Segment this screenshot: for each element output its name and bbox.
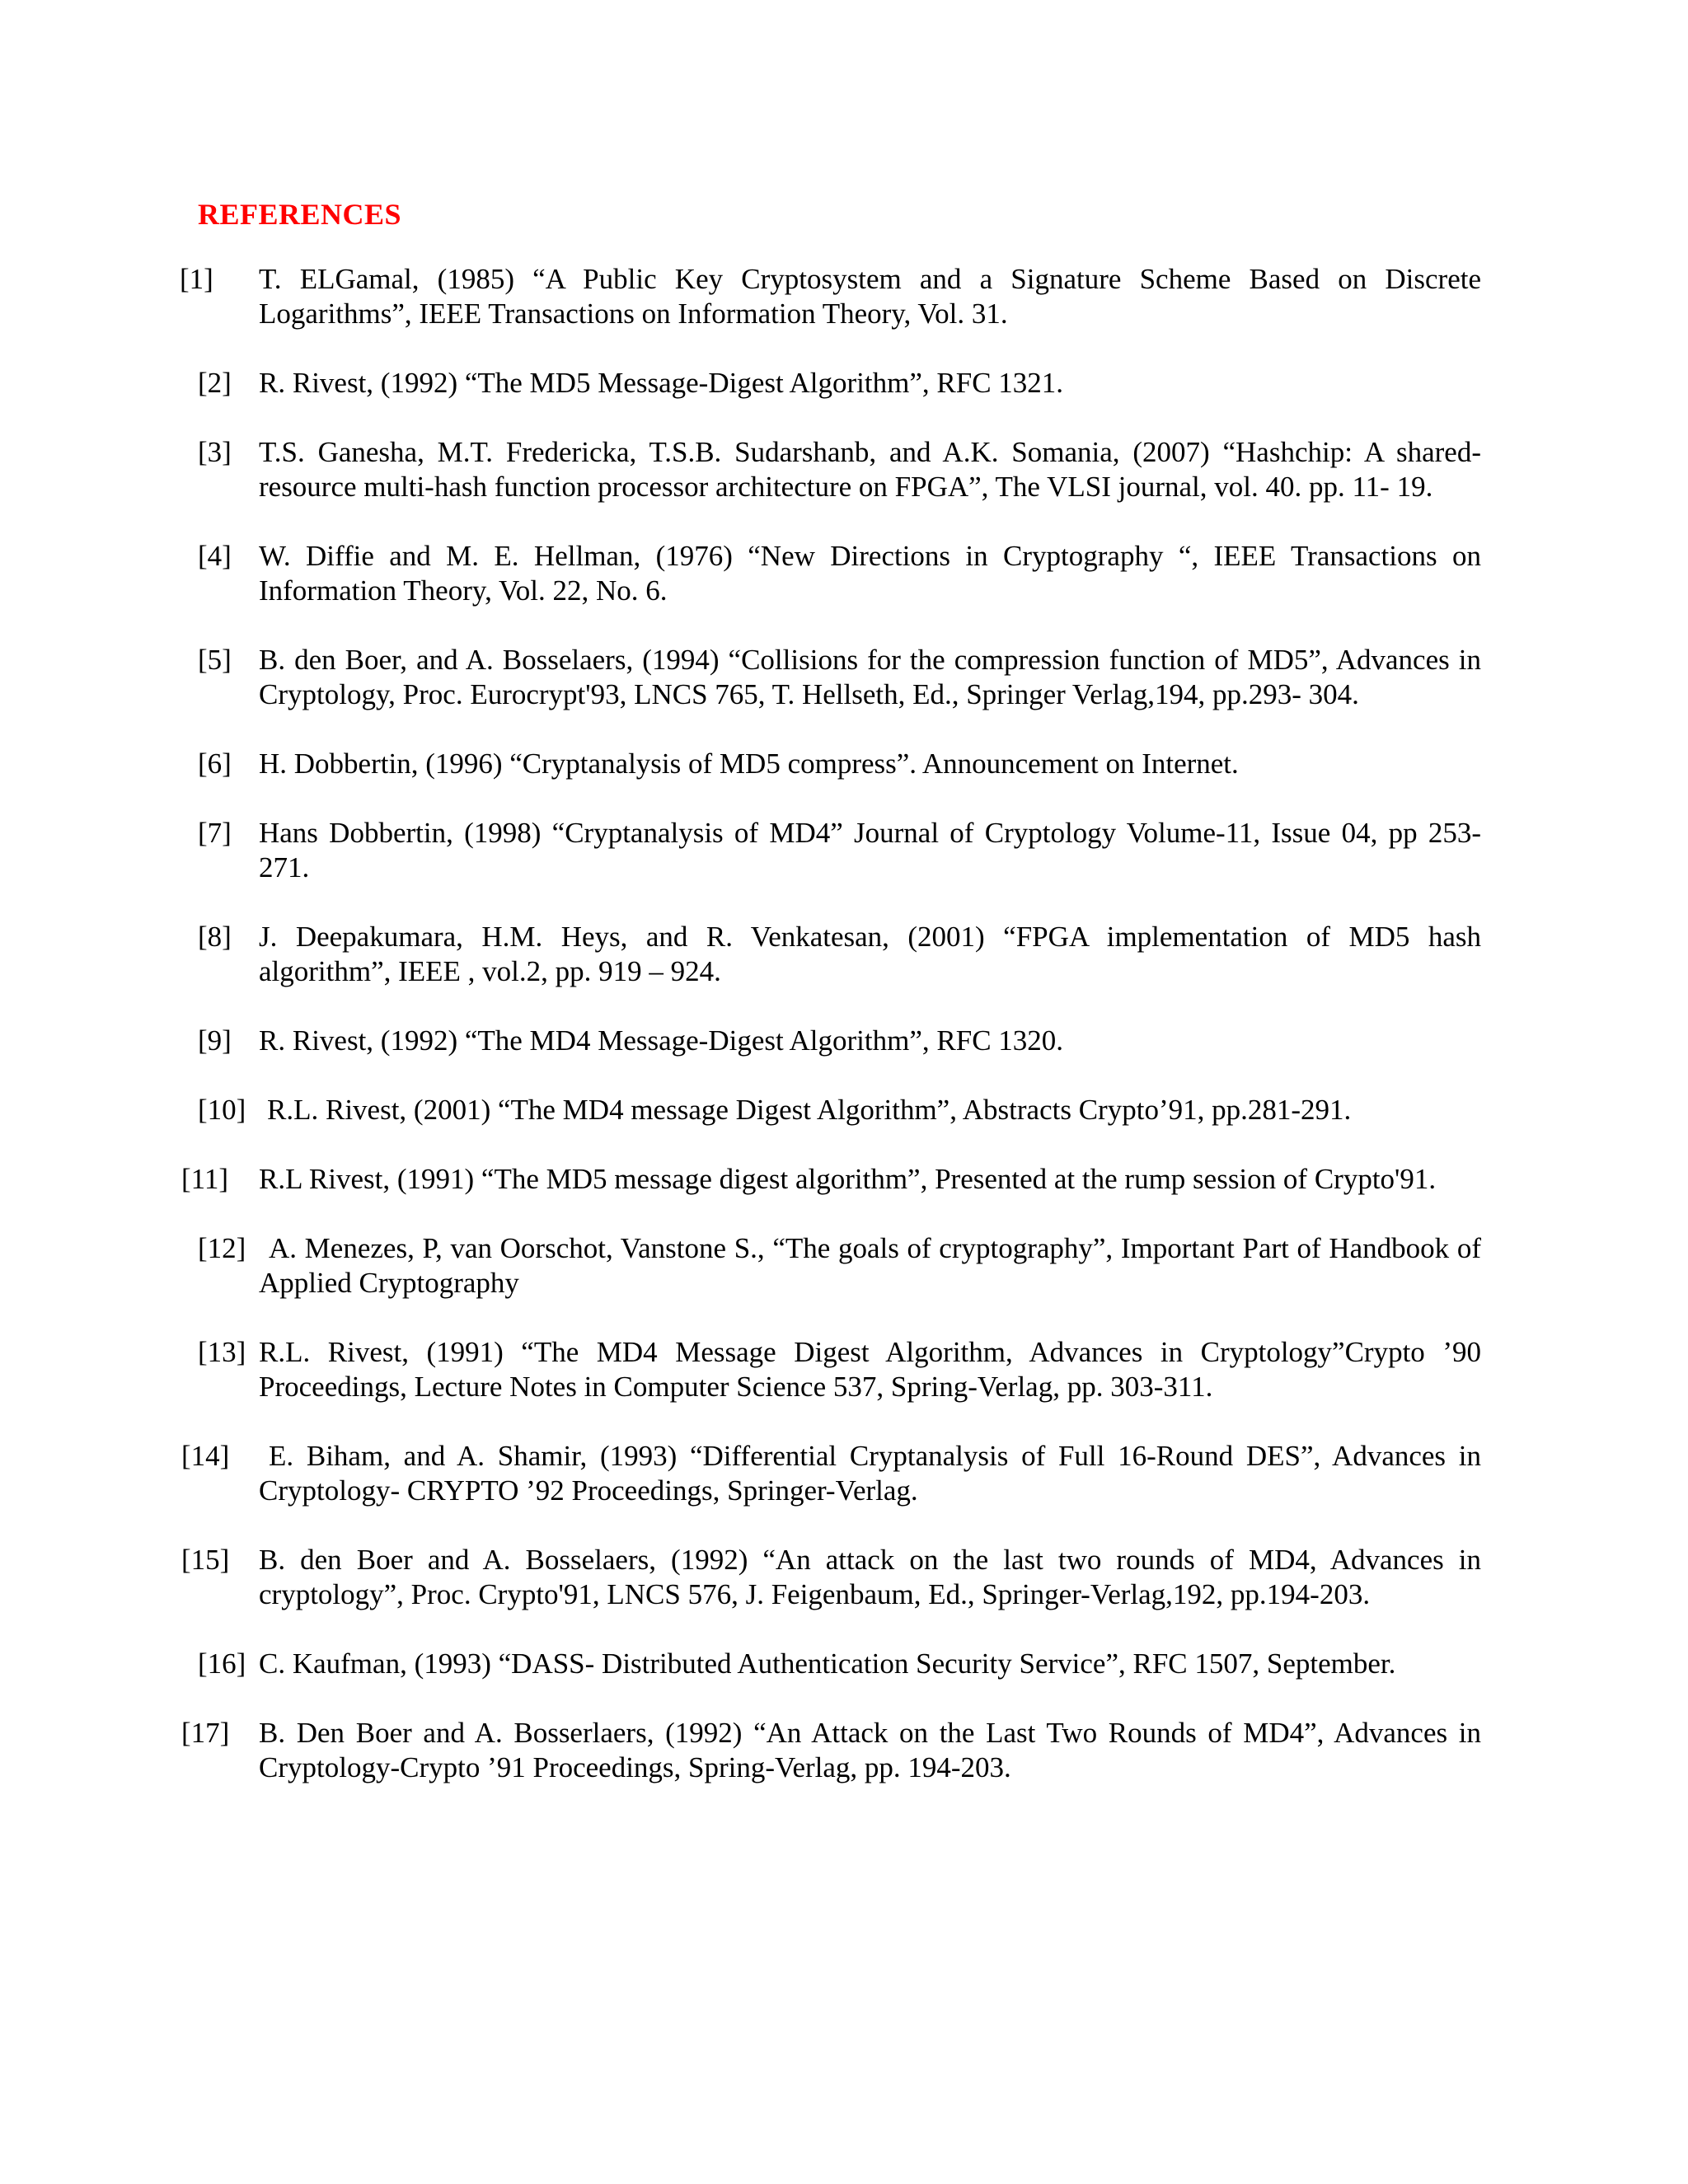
reference-number: [4] [198,540,232,572]
reference-text: B. den Boer and A. Bosselaers, (1992) “An attack on the last two rounds of MD4, Advances in cryptology”, Proc. Crypto'91, LNCS 576, J. Feigenbaum, Ed., Springer-Verlag,192, pp.194-203. [259,1544,1481,1610]
reference-text: W. Diffie and M. E. Hellman, (1976) “New Directions in Cryptography “, IEEE Transactions on Information Theory, Vol. 22, No. 6. [259,540,1481,607]
references-heading: REFERENCES [198,198,402,231]
reference-text: H. Dobbertin, (1996) “Cryptanalysis of MD5 compress”. Announcement on Internet. [259,748,1239,780]
reference-text: J. Deepakumara, H.M. Heys, and R. Venkatesan, (2001) “FPGA implementation of MD5 hash algorithm”, IEEE , vol.2, pp. 919 – 924. [259,921,1481,987]
reference-number: [2] [198,367,232,399]
reference-text: R.L Rivest, (1991) “The MD5 message digest algorithm”, Presented at the rump session of Crypto'91. [259,1163,1437,1195]
reference-text: Hans Dobbertin, (1998) “Cryptanalysis of MD4” Journal of Cryptology Volume-11, Issue 04, pp 253-271. [259,817,1481,883]
reference-number: [14] [181,1440,230,1472]
reference-text: R. Rivest, (1992) “The MD5 Message-Digest Algorithm”, RFC 1321. [259,367,1064,399]
reference-text: B. Den Boer and A. Bosserlaers, (1992) “An Attack on the Last Two Rounds of MD4”, Advances in Cryptology-Crypto ’91 Proceedings, Spring-Verlag, pp. 194-203. [259,1717,1481,1783]
reference-number: [3] [198,436,232,468]
reference-number: [9] [198,1024,232,1057]
reference-number: [17] [181,1717,230,1749]
reference-number: [11] [181,1163,229,1195]
reference-number: [7] [198,817,232,849]
reference-number: [16] [198,1647,246,1680]
reference-text: T. ELGamal, (1985) “A Public Key Cryptosystem and a Signature Scheme Based on Discrete Logarithms”, IEEE Transactions on Information Theory, Vol. 31. [259,263,1481,330]
reference-number: [8] [198,921,232,953]
reference-text: E. Biham, and A. Shamir, (1993) “Differential Cryptanalysis of Full 16-Round DES”, Advances in Cryptology- CRYPTO ’92 Proceedings, Springer-Verlag. [259,1440,1481,1507]
reference-number: [5] [198,644,232,676]
reference-text: R.L. Rivest, (2001) “The MD4 message Digest Algorithm”, Abstracts Crypto’91, pp.281-291. [267,1094,1352,1126]
reference-text: R. Rivest, (1992) “The MD4 Message-Digest Algorithm”, RFC 1320. [259,1024,1064,1057]
reference-number: [1] [180,263,213,295]
reference-number: [12] [198,1232,246,1264]
reference-number: [6] [198,748,232,780]
reference-number: [10] [198,1094,246,1126]
reference-number: [15] [181,1544,230,1576]
reference-text: T.S. Ganesha, M.T. Fredericka, T.S.B. Sudarshanb, and A.K. Somania, (2007) “Hashchip: A shared-resource multi-hash function processor architecture on FPGA”, The VLSI journal, vol. 40. pp. 11- 19. [259,436,1481,503]
reference-text: R.L. Rivest, (1991) “The MD4 Message Digest Algorithm, Advances in Cryptology”Crypto ’90 Proceedings, Lecture Notes in Computer Science 537, Spring-Verlag, pp. 303-311. [259,1336,1481,1403]
reference-number: [13] [198,1336,246,1368]
reference-text: A. Menezes, P, van Oorschot, Vanstone S., “The goals of cryptography”, Important Part of Handbook of Applied Cryptography [259,1232,1481,1299]
reference-text: C. Kaufman, (1993) “DASS- Distributed Authentication Security Service”, RFC 1507, September. [259,1647,1396,1680]
reference-text: B. den Boer, and A. Bosselaers, (1994) “Collisions for the compression function of MD5”, Advances in Cryptology, Proc. Eurocrypt'93, LNCS 765, T. Hellseth, Ed., Springer Verlag,194, pp.293- 304. [259,644,1481,710]
